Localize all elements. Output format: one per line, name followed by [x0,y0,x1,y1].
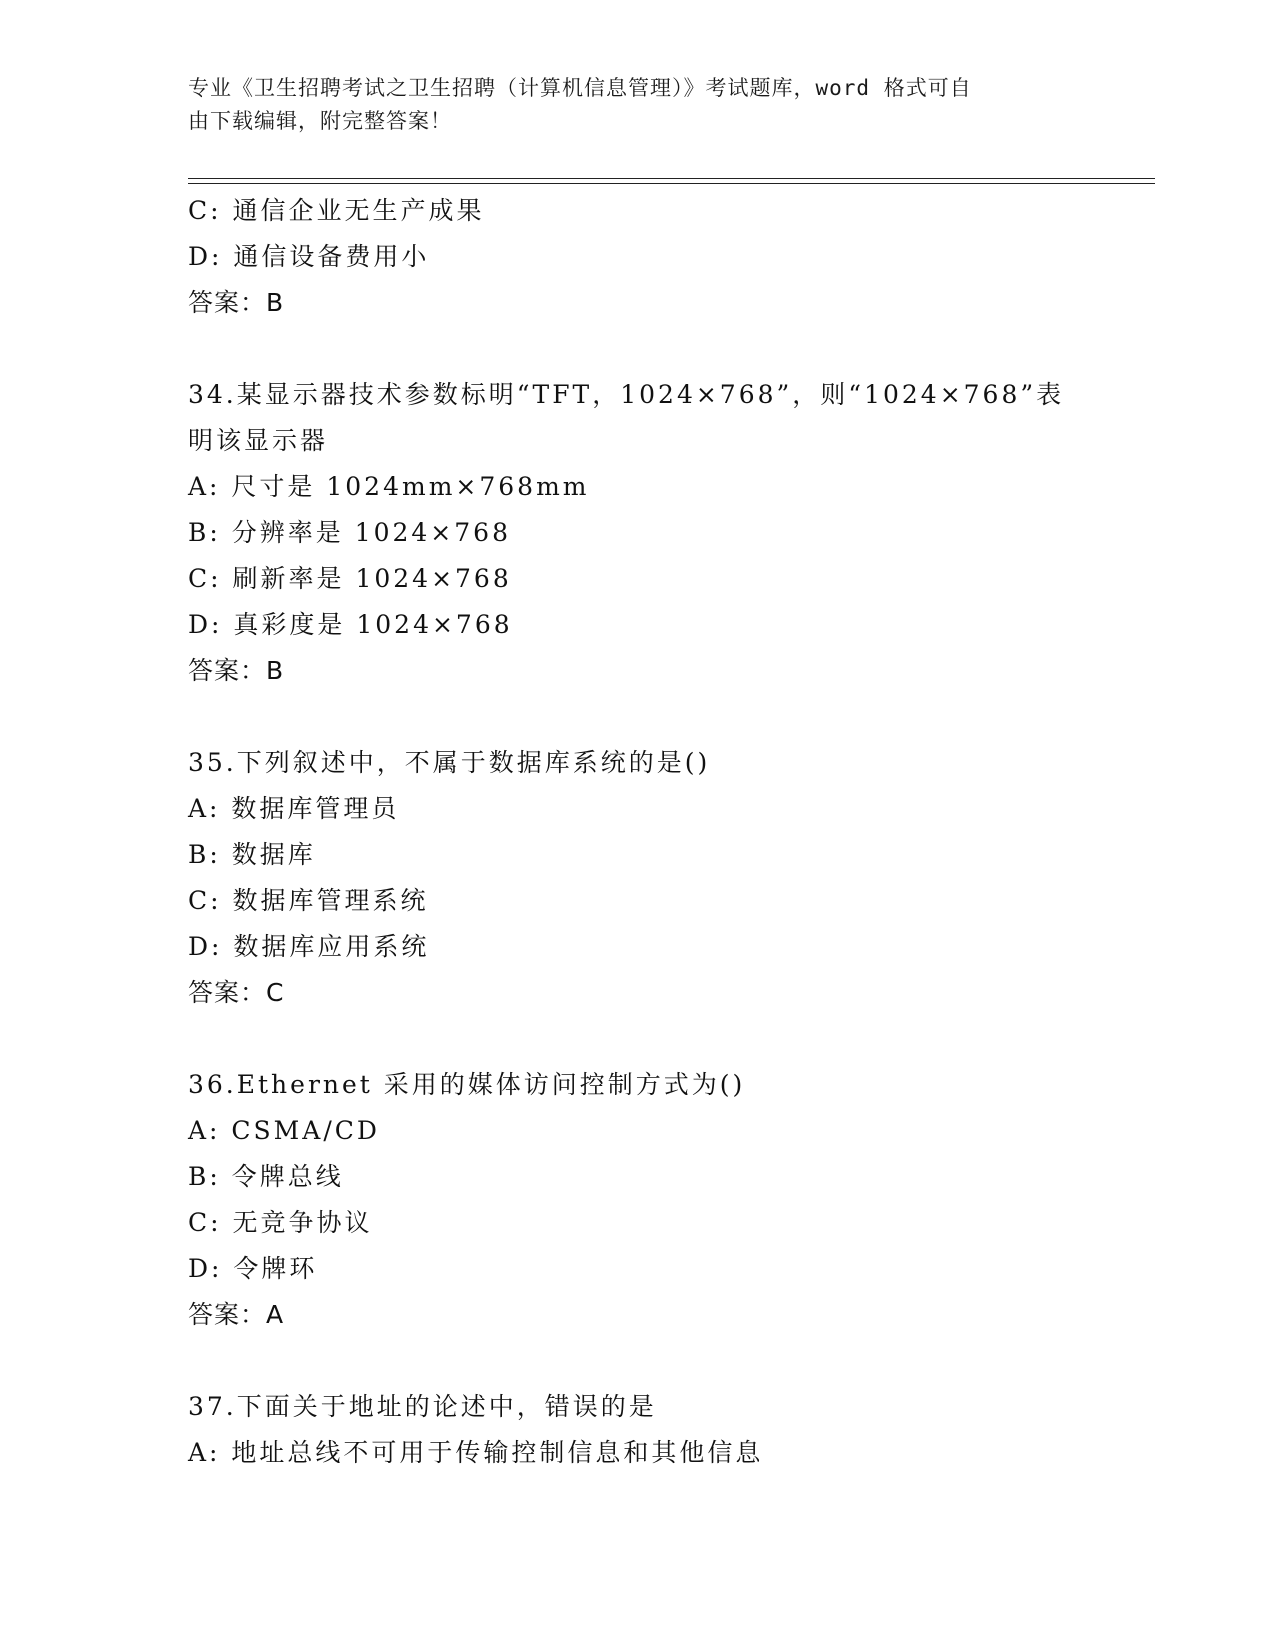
question-35 [188,740,1148,1016]
header-divider-top [188,178,1155,179]
question-list [188,188,1148,1476]
option-b: B: 数据库 [188,840,316,869]
question-stem: 37.下面关于地址的论述中，错误的是 [188,1392,657,1421]
document-header [188,72,1088,138]
question-37 [188,1384,1148,1476]
answer-line: 答案：C [188,978,285,1007]
option-b: B: 令牌总线 [188,1162,344,1191]
question-gap [188,326,1148,372]
question-stem-continued: 明该显示器 [188,426,329,455]
question-stem: 34.某显示器技术参数标明“TFT，1024×768”，则“1024×768”表 [188,380,1065,409]
option-d: D: 通信设备费用小 [188,242,430,271]
option-d: D: 令牌环 [188,1254,318,1283]
previous-question-tail [188,188,1148,326]
question-34 [188,372,1148,694]
option-a: A: 数据库管理员 [188,794,400,823]
option-c: C: 通信企业无生产成果 [188,196,485,225]
question-gap [188,694,1148,740]
option-a: A: CSMA/CD [188,1116,380,1145]
option-c: C: 无竞争协议 [188,1208,373,1237]
answer-line: 答案：B [188,656,285,685]
question-36 [188,1062,1148,1338]
header-line-2: 由下载编辑，附完整答案！ [188,109,452,133]
answer-line: 答案：A [188,1300,285,1329]
option-c: C: 数据库管理系统 [188,886,429,915]
option-b: B: 分辨率是 1024×768 [188,518,511,547]
option-c: C: 刷新率是 1024×768 [188,564,512,593]
option-d: D: 真彩度是 1024×768 [188,610,513,639]
question-stem: 36.Ethernet 采用的媒体访问控制方式为() [188,1070,746,1099]
question-gap [188,1338,1148,1384]
header-line-1: 专业《卫生招聘考试之卫生招聘（计算机信息管理）》考试题库，word 格式可自 [188,76,972,100]
option-d: D: 数据库应用系统 [188,932,430,961]
option-a: A: 地址总线不可用于传输控制信息和其他信息 [188,1438,764,1467]
question-stem: 35.下列叙述中，不属于数据库系统的是() [188,748,711,777]
option-a: A: 尺寸是 1024mm×768mm [188,472,590,501]
answer-line: 答案：B [188,288,285,317]
header-divider-bottom [188,183,1155,184]
question-gap [188,1016,1148,1062]
